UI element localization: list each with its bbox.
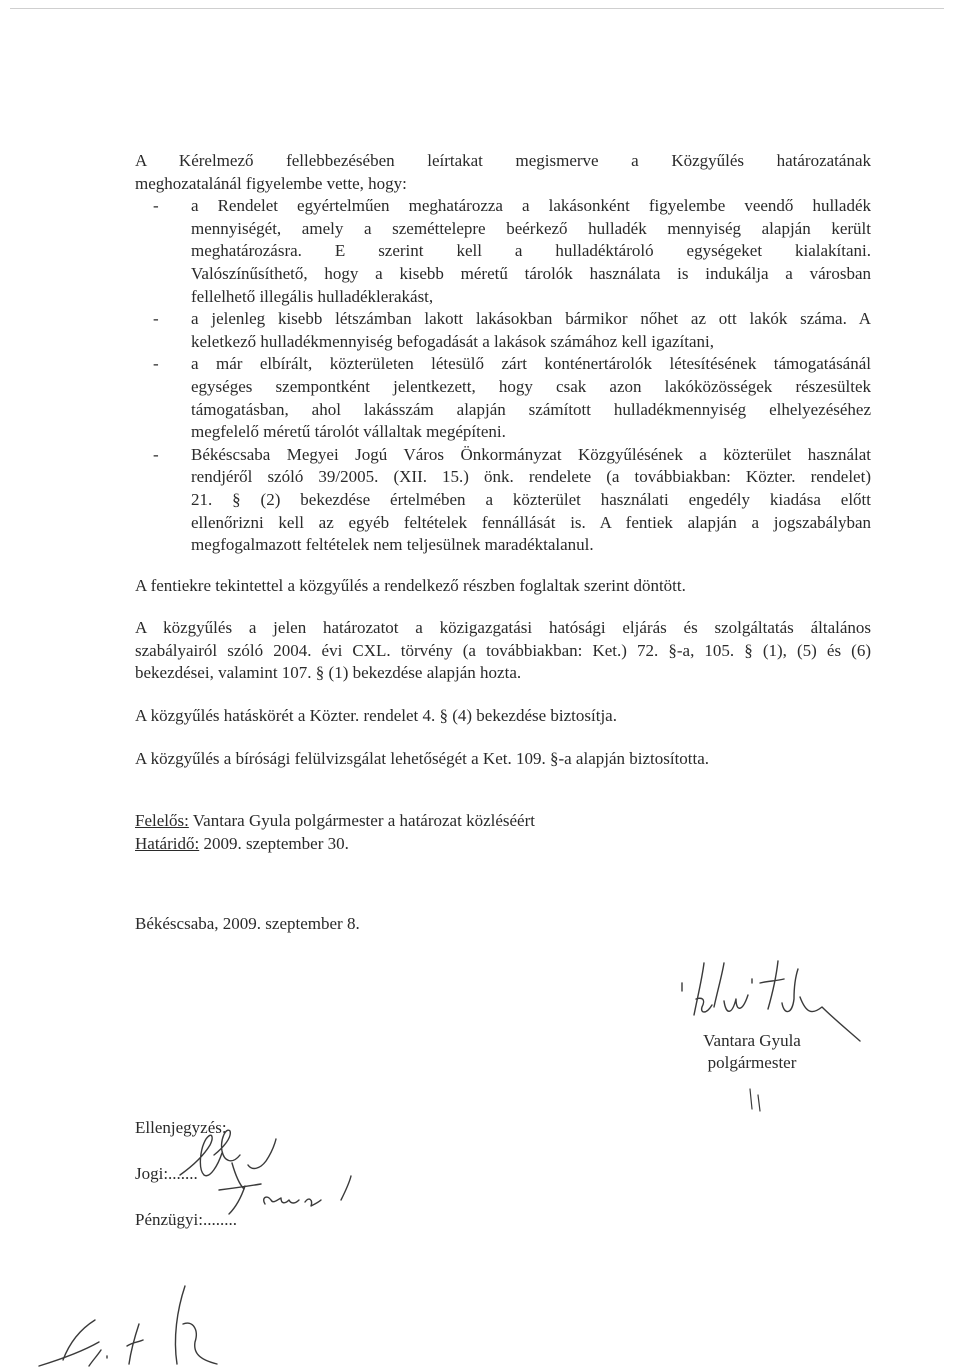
consideration-line: a már elbírált, közterületen létesülő zárt konténertárolók létesítésének támogatásánál <box>191 354 871 374</box>
legal-basis-line: szabályairól szóló 2004. évi CXL. törvény (a továbbiakban: Ket.) 72. §-a, 105. § (1), (5) és (6) <box>135 640 871 660</box>
considerations-list <box>135 195 871 557</box>
consideration-item <box>135 195 871 308</box>
intro-line-2: meghozatalánál figyelembe vette, hogy: <box>135 173 407 193</box>
place-and-date: Békéscsaba, 2009. szeptember 8. <box>135 914 360 934</box>
signatory-name: Vantara Gyula <box>703 1031 801 1050</box>
bullet-dash: - <box>153 309 159 329</box>
consideration-line: egységes szempontként jelentkezett, hogy csak azon lakóközösségek részesültek <box>191 376 871 396</box>
authority-paragraph: A közgyűlés hatáskörét a Közter. rendelet 4. § (4) bekezdése biztosítja. <box>135 706 617 726</box>
bullet-dash: - <box>153 196 159 216</box>
consideration-line: a Rendelet egyértelműen meghatározza a lakásonként figyelembe veendő hulladék <box>191 196 871 216</box>
intro-line-1: A Kérelmező fellebbezésében leírtakat megismerve a Közgyűlés határozatának <box>135 151 871 170</box>
countersign-heading: Ellenjegyzés: <box>135 1118 227 1137</box>
consideration-line: a jelenleg kisebb létszámban lakott lakásokban bármikor nőhet az ott lakók száma. A <box>191 309 871 329</box>
deadline-line <box>135 833 871 856</box>
responsibility-block <box>135 810 871 855</box>
legal-basis-line: A közgyűlés a jelen határozatot a közigazgatási hatósági eljárás és szolgáltatás általános <box>135 618 871 638</box>
consideration-item <box>135 353 871 443</box>
consideration-line: meghatározásra. E szerint kell a hulladéktároló egységeket kialakítani. <box>191 241 871 261</box>
initials-mark <box>746 1087 776 1113</box>
consideration-line: Békéscsaba Megyei Jogú Város Önkormányzat Közgyűlésének a közterület használat <box>191 444 871 464</box>
responsible-label: Felelős: <box>135 811 189 831</box>
deadline-value: 2009. szeptember 30. <box>199 833 349 853</box>
bottom-initials <box>35 1280 255 1367</box>
intro-paragraph <box>135 150 871 195</box>
responsible-line <box>135 810 871 833</box>
consideration-line: ellenőrizni kell az egyéb feltételek fennállását is. A fentiek alapján a jogszabályban <box>191 512 871 532</box>
judicial-review-paragraph: A közgyűlés a bírósági felülvizsgálat lehetőségét a Ket. 109. §-a alapján biztosította. <box>135 748 710 768</box>
consideration-line: keletkező hulladékmennyiség befogadását a lakások számához kell igazítani, <box>191 331 715 351</box>
consideration-line: fellelhető illegális hulladéklerakást, <box>191 286 434 306</box>
consideration-line: megfogalmazott feltételek nem teljesülnek maradéktalanul. <box>191 535 594 555</box>
legal-basis-paragraph <box>135 617 871 685</box>
signatory-title: polgármester <box>707 1053 797 1072</box>
consideration-item <box>135 444 871 557</box>
decision-paragraph: A fentiekre tekintettel a közgyűlés a rendelkező részben foglaltak szerint döntött. <box>135 575 686 595</box>
signatory-block <box>672 1030 832 1074</box>
countersign-financial: Pénzügyi:........ <box>135 1210 237 1229</box>
consideration-line: támogatásban, ahol lakásszám alapján számított hulladékmennyiség elhelyezéséhez <box>191 399 871 419</box>
bullet-dash: - <box>153 444 159 464</box>
bullet-dash: - <box>153 354 159 374</box>
financial-countersignature <box>215 1170 365 1220</box>
scan-top-edge <box>10 8 944 9</box>
consideration-line: mennyiségét, amely a szeméttelepre beérkező hulladék mennyiség alapján került <box>191 218 871 238</box>
legal-basis-line: bekezdései, valamint 107. § (1) bekezdése alapján hozta. <box>135 663 522 683</box>
responsible-value: Vantara Gyula polgármester a határozat közléséért <box>188 811 535 831</box>
consideration-line: rendjéről szóló 39/2005. (XII. 15.) önk. rendelete (a továbbiakban: Közter. rendelet) <box>191 467 871 487</box>
consideration-line: 21. § (2) bekezdése értelmében a közterület használati engedély kiadása előtt <box>191 489 871 509</box>
document-body <box>135 150 871 936</box>
deadline-label: Határidő: <box>135 833 200 853</box>
consideration-item <box>135 308 871 353</box>
consideration-line: Valószínűsíthető, hogy a kisebb méretű tárolók használata is indukálja a városban <box>191 263 871 283</box>
consideration-line: megfelelő méretű tárolót vállaltak megépíteni. <box>191 422 506 442</box>
countersign-legal: Jogi:....... <box>135 1164 198 1183</box>
